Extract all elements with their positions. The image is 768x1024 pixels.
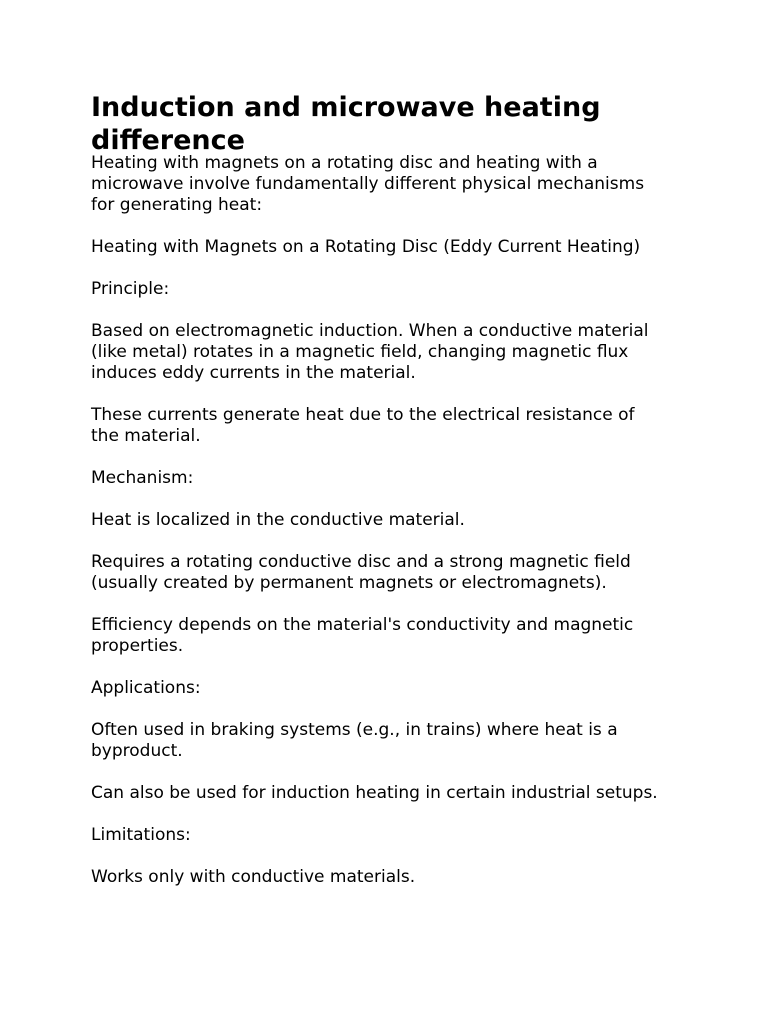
principle-paragraph-2: These currents generate heat due to the electrical resistance of the material. [91, 405, 635, 446]
principle-paragraph-1: Based on electromagnetic induction. When a conductive material (like metal) rotates in a magnetic field, changing magnetic flux induces eddy currents in the material. [91, 321, 649, 383]
intro-paragraph: Heating with magnets on a rotating disc and heating with a microwave involve fundamentally different physical mechanisms for generating heat: [91, 153, 645, 215]
limitations-label: Limitations: [91, 825, 191, 845]
mechanism-paragraph-2: Requires a rotating conductive disc and a strong magnetic field (usually created by permanent magnets or electromagnets). [91, 552, 631, 593]
applications-paragraph-1: Often used in braking systems (e.g., in trains) where heat is a byproduct. [91, 720, 618, 761]
mechanism-paragraph-1: Heat is localized in the conductive material. [91, 510, 465, 530]
limitations-paragraph-1: Works only with conductive materials. [91, 867, 416, 887]
section-heading-eddy-current: Heating with Magnets on a Rotating Disc (Eddy Current Heating) [91, 237, 641, 257]
mechanism-label: Mechanism: [91, 468, 194, 488]
document-title: Induction and microwave heating difference [91, 92, 601, 156]
applications-label: Applications: [91, 678, 201, 698]
applications-paragraph-2: Can also be used for induction heating in certain industrial setups. [91, 783, 658, 803]
principle-label: Principle: [91, 279, 170, 299]
mechanism-paragraph-3: Efficiency depends on the material's conductivity and magnetic properties. [91, 615, 634, 656]
